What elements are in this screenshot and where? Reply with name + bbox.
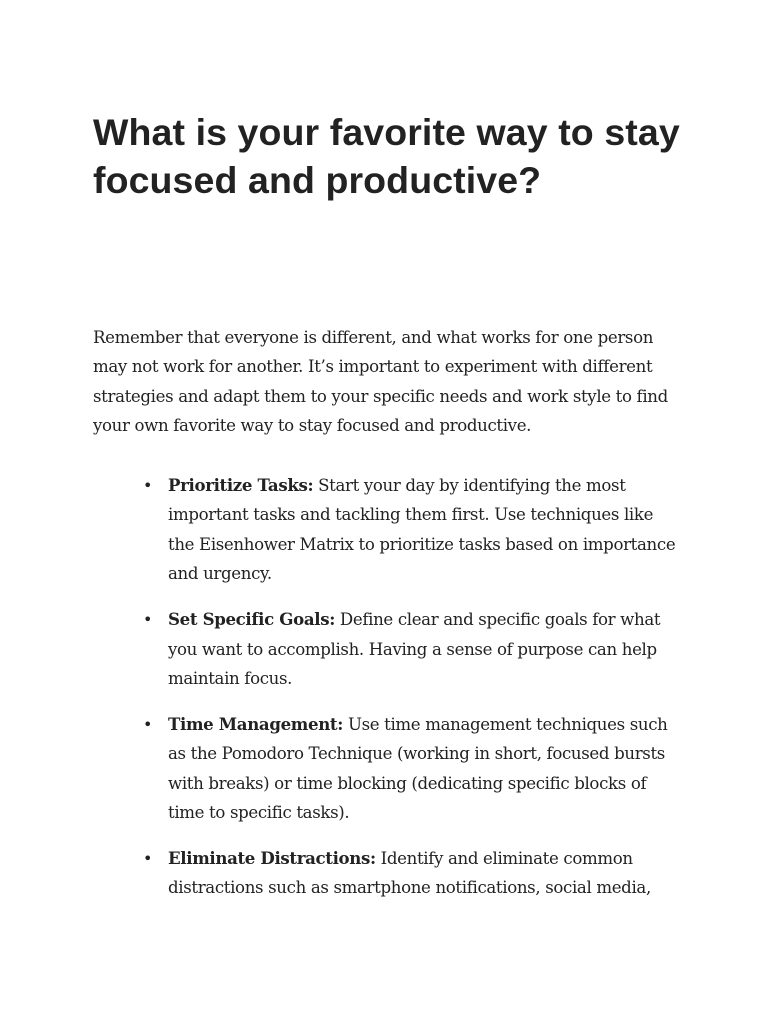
tip-text: Identify and eliminate common distractions such as smartphone notifications, social media, xyxy=(168,848,651,898)
bullet-icon: • xyxy=(143,714,153,734)
list-item xyxy=(93,844,683,903)
page-title: What is your favorite way to stay focused and productive? xyxy=(93,111,680,201)
intro-paragraph: Remember that everyone is different, and what works for one person may not work for another. It’s important to experiment with different strategies and adapt them to your specific needs and work style to find your own favorite way to stay focused and productive. xyxy=(93,328,668,436)
bullet-icon: • xyxy=(143,848,153,868)
tip-text: Start your day by identifying the most important tasks and tackling them first. Use techniques like the Eisenhower Matrix to prioritize tasks based on importance and urgency. xyxy=(168,476,676,584)
tip-text: Use time management techniques such as the Pomodoro Technique (working in short, focused bursts with breaks) or time blocking (dedicating specific blocks of time to specific tasks). xyxy=(168,714,668,823)
tip-text: Define clear and specific goals for what you want to accomplish. Having a sense of purpose can help maintain focus. xyxy=(168,610,661,688)
bullet-icon: • xyxy=(143,476,153,495)
list-item xyxy=(93,471,683,589)
tip-term: Eliminate Distractions: xyxy=(168,847,376,868)
tips-list xyxy=(93,471,683,919)
tip-term: Prioritize Tasks: xyxy=(168,475,314,495)
list-item xyxy=(93,605,683,693)
list-item xyxy=(93,710,683,828)
tip-term: Time Management: xyxy=(168,713,344,734)
bullet-icon: • xyxy=(143,610,153,630)
tip-term: Set Specific Goals: xyxy=(168,609,335,630)
